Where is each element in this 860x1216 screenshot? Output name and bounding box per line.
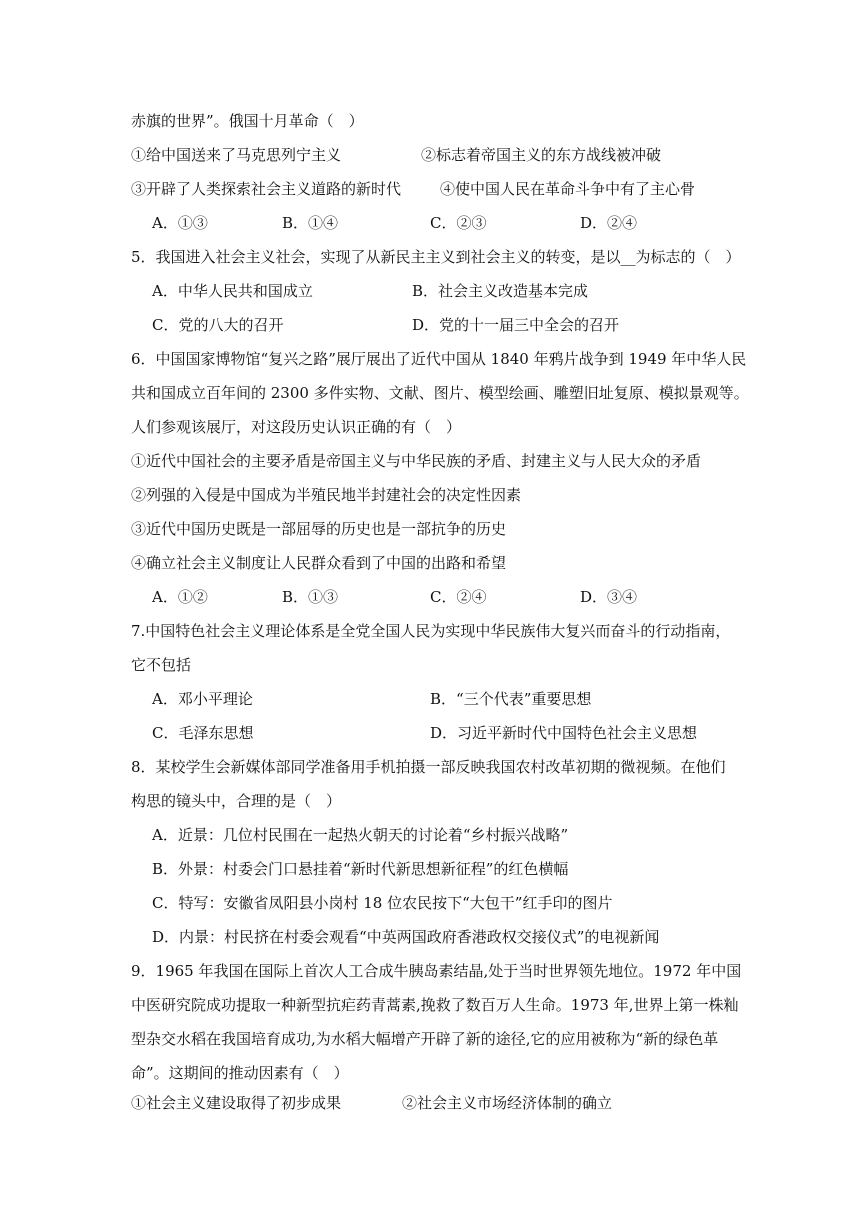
q5-choice-d: D．党的十一届三中全会的召开 xyxy=(412,316,620,334)
q5-choice-a: A．中华人民共和国成立 xyxy=(152,282,313,300)
q4-choice-d: D．②④ xyxy=(580,214,638,232)
q7-choice-d: D．习近平新时代中国特色社会主义思想 xyxy=(430,724,698,742)
q8-stem-line-1: 8．某校学生会新媒体部同学准备用手机拍摄一部反映我国农村改革初期的微视频。在他们 xyxy=(131,758,726,776)
q6-stem-line-1: 6．中国国家博物馆“复兴之路”展厅展出了近代中国从 1840 年鸦片战争到 1949 年中华人民 xyxy=(131,350,747,368)
q4-choice-c: C．②③ xyxy=(430,214,487,232)
q8-choice-b: B．外景：村委会门口悬挂着“新时代新思想新征程”的红色横幅 xyxy=(152,860,569,878)
q9-item-1: ①社会主义建设取得了初步成果 xyxy=(131,1094,342,1112)
q6-choice-d: D．③④ xyxy=(580,588,638,606)
q7-choice-a: A．邓小平理论 xyxy=(152,690,253,708)
q4-stem-tail: 赤旗的世界”。俄国十月革命（ ） xyxy=(131,112,364,130)
q5-choice-c: C．党的八大的召开 xyxy=(152,316,284,334)
q5-choice-b: B．社会主义改造基本完成 xyxy=(412,282,589,300)
q6-item-3: ③近代中国历史既是一部屈辱的历史也是一部抗争的历史 xyxy=(131,520,507,538)
q8-choice-a: A．近景：几位村民围在一起热火朝天的讨论着“乡村振兴战略” xyxy=(152,826,569,844)
q6-item-2: ②列强的入侵是中国成为半殖民地半封建社会的决定性因素 xyxy=(131,486,522,504)
q9-item-2: ②社会主义市场经济体制的确立 xyxy=(402,1094,613,1112)
q4-choice-b: B．①④ xyxy=(282,214,339,232)
q9-stem-line-4: 命”。这期间的推动因素有（ ） xyxy=(131,1064,349,1082)
q6-stem-line-2: 共和国成立百年间的 2300 多件实物、文献、图片、模型绘画、雕塑旧址复原、模拟景观等。 xyxy=(131,384,749,402)
q6-choice-a: A．①② xyxy=(152,588,208,606)
q7-stem-line-1: 7.中国特色社会主义理论体系是全党全国人民为实现中华民族伟大复兴而奋斗的行动指南， xyxy=(131,622,731,640)
q7-choice-b: B．“三个代表”重要思想 xyxy=(430,690,592,708)
q4-choice-a: A．①③ xyxy=(152,214,208,232)
q7-choice-c: C．毛泽东思想 xyxy=(152,724,254,742)
q6-stem-line-3: 人们参观该展厅，对这段历史认识正确的有（ ） xyxy=(131,418,462,436)
q4-item-1: ①给中国送来了马克思列宁主义 xyxy=(131,146,342,164)
q4-item-2: ②标志着帝国主义的东方战线被冲破 xyxy=(421,146,662,164)
q4-item-3: ③开辟了人类探索社会主义道路的新时代 xyxy=(131,180,402,198)
q7-stem-line-2: 它不包括 xyxy=(131,656,192,674)
q8-choice-c: C．特写：安徽省凤阳县小岗村 18 位农民按下“大包干”红手印的图片 xyxy=(152,894,613,912)
q9-stem-line-3: 型杂交水稻在我国培育成功,为水稻大幅增产开辟了新的途径,它的应用被称为“新的绿色革 xyxy=(131,1030,719,1048)
q6-item-1: ①近代中国社会的主要矛盾是帝国主义与中华民族的矛盾、封建主义与人民大众的矛盾 xyxy=(131,452,702,470)
q6-choice-c: C．②④ xyxy=(430,588,487,606)
q8-stem-line-2: 构思的镜头中，合理的是（ ） xyxy=(131,792,342,810)
q8-choice-d: D．内景：村民挤在村委会观看“中英两国政府香港政权交接仪式”的电视新闻 xyxy=(152,928,660,946)
q9-stem-line-2: 中医研究院成功提取一种新型抗疟药青蒿素,挽救了数百万人生命。1973 年,世界上第一株籼 xyxy=(131,996,739,1014)
q9-stem-line-1: 9．1965 年我国在国际上首次人工合成牛胰岛素结晶,处于当时世界领先地位。1972 年中国 xyxy=(131,962,742,980)
q5-stem: 5．我国进入社会主义社会，实现了从新民主主义到社会主义的转变，是以__为标志的（ ） xyxy=(131,248,741,266)
q4-item-4: ④使中国人民在革命斗争中有了主心骨 xyxy=(440,180,696,198)
q6-choice-b: B．①③ xyxy=(282,588,339,606)
q6-item-4: ④确立社会主义制度让人民群众看到了中国的出路和希望 xyxy=(131,554,507,572)
